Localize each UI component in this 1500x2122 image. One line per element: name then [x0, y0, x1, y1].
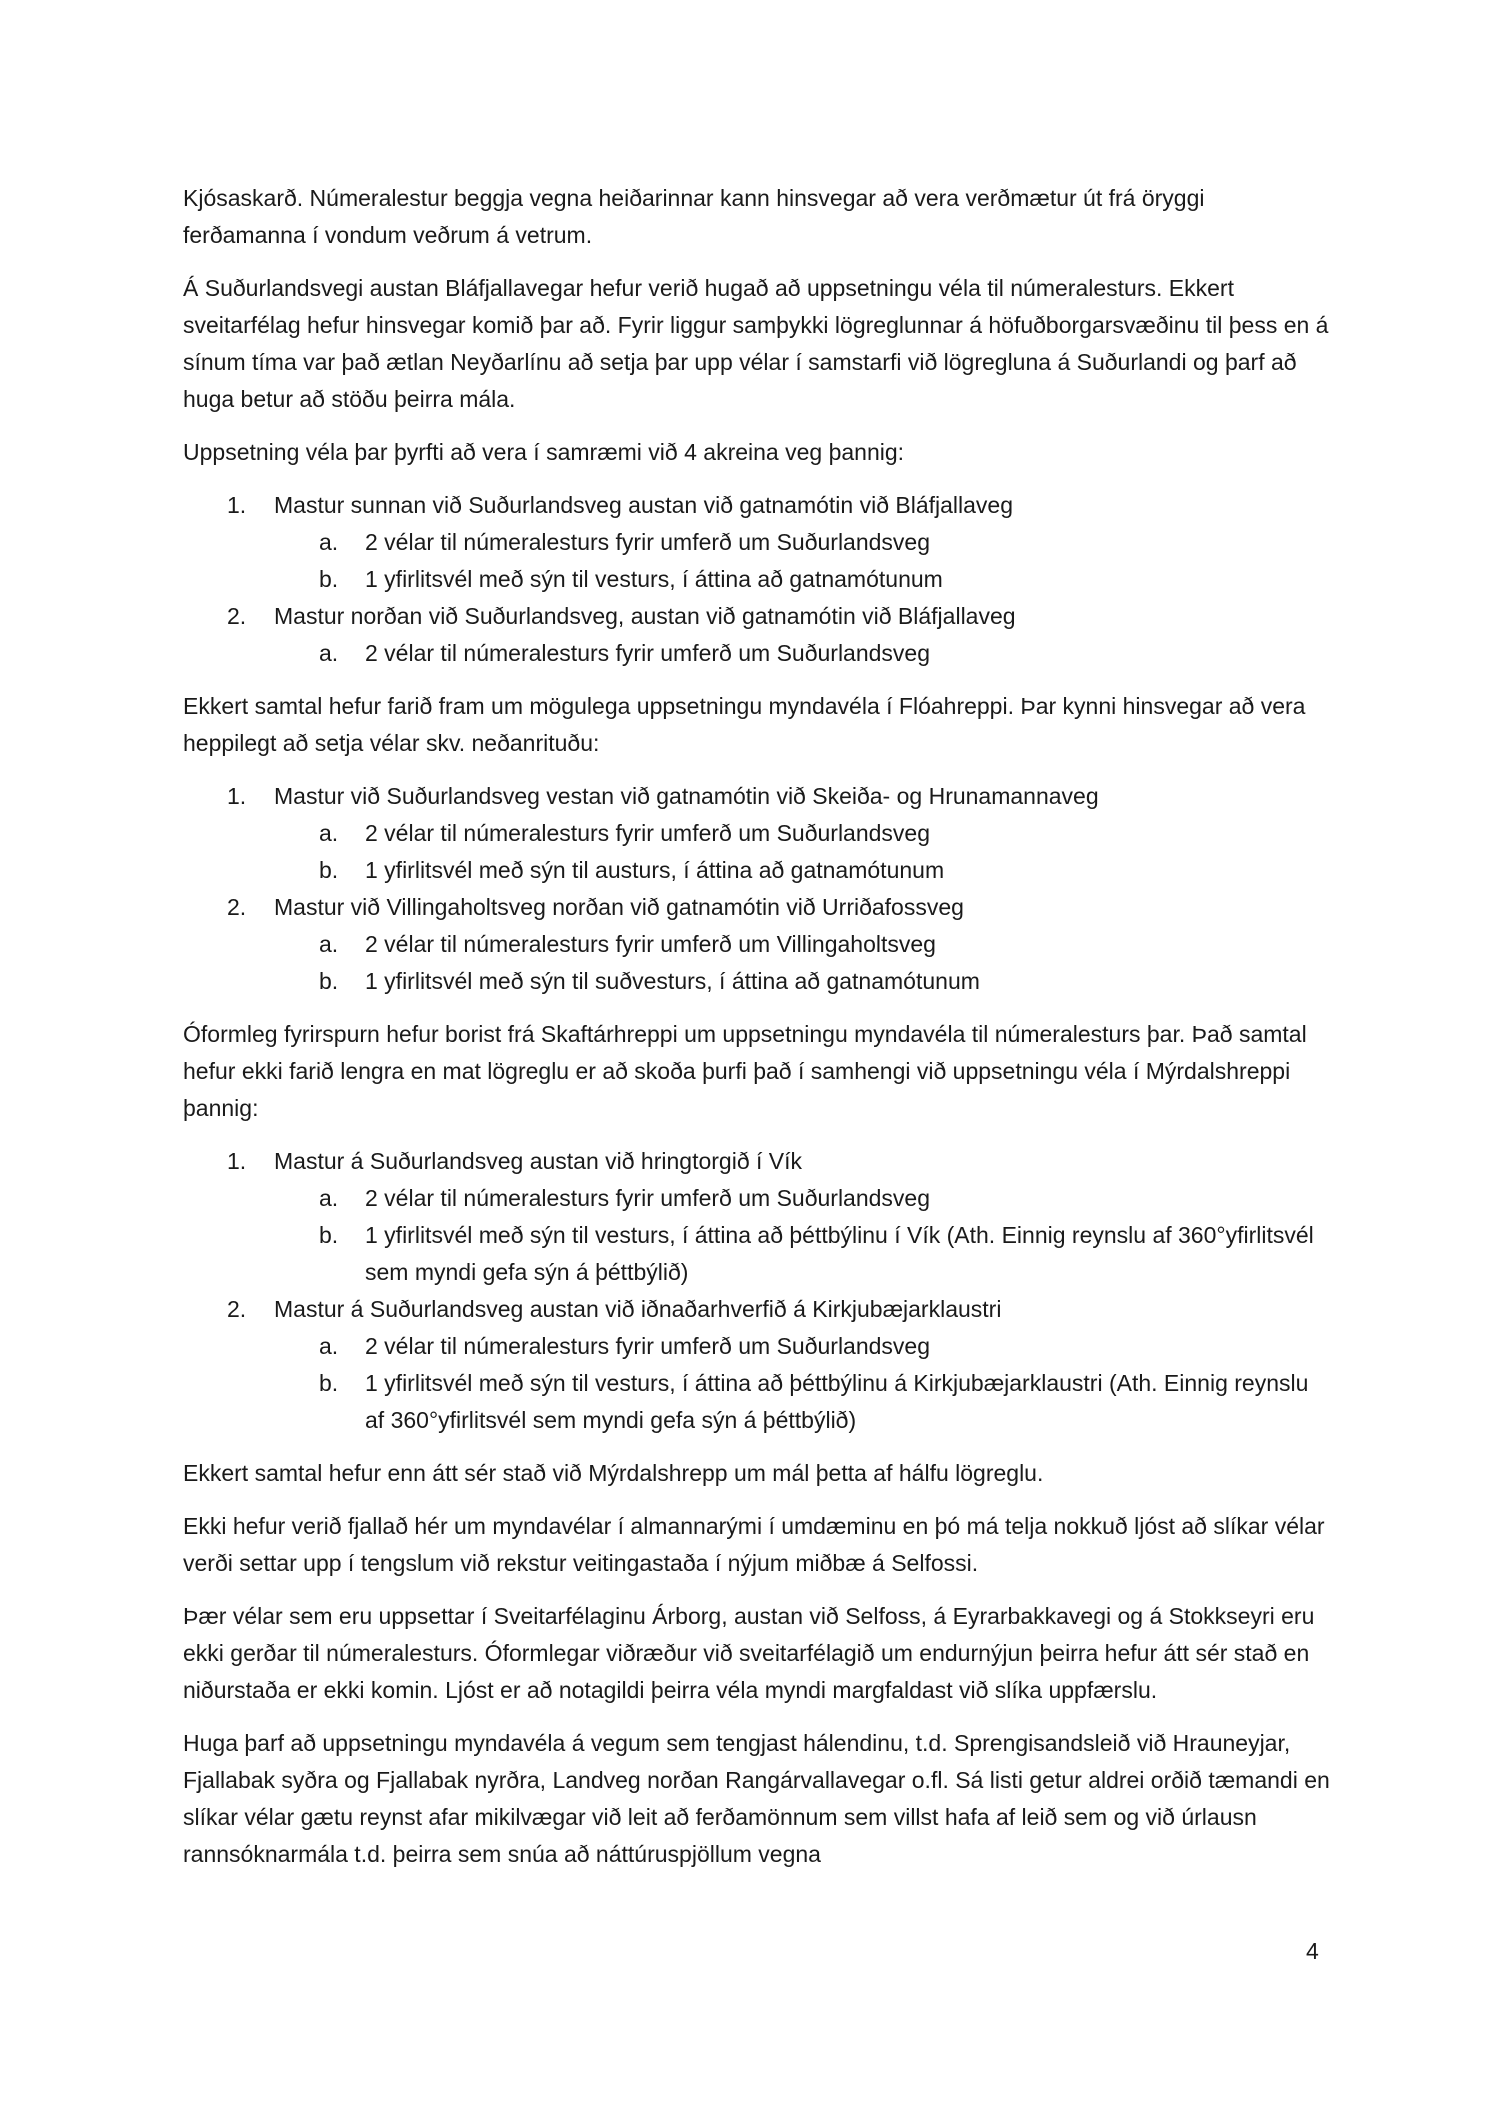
paragraph-5: Óformleg fyrirspurn hefur borist frá Skaftárhreppi um uppsetningu myndavéla til númeralesturs þar. Það samtal hefur ekki farið lengra en mat lögreglu er að skoða þurfi það í samhengi við uppsetningu véla í Mýrdalshreppi þannig:: [183, 1021, 1307, 1121]
paragraph-7: Ekki hefur verið fjallað hér um myndavélar í almannarými í umdæminu en þó má telja nokkuð ljóst að slíkar vélar verði settar upp í tengslum við rekstur veitingastaða í nýjum miðbæ á Selfossi.: [183, 1513, 1325, 1576]
list-floahreppur: [183, 778, 1333, 1000]
paragraph-2: Á Suðurlandsvegi austan Bláfjallavegar hefur verið hugað að uppsetningu véla til númeralesturs. Ekkert sveitarfélag hefur hinsvegar komið þar að. Fyrir liggur samþykki lögreglunnar á höfuðborgarsvæðinu til þess en á sínum tíma var það ætlan Neyðarlínu að setja þar upp vélar í samstarfi við lögregluna á Suðurlandi og þarf að huga betur að stöðu þeirra mála.: [183, 275, 1329, 412]
sub-list: [274, 524, 1333, 598]
sub-list-item: [274, 815, 1333, 852]
sub-list-item: [274, 635, 1333, 672]
list-sudurlandsvegur: [183, 487, 1333, 672]
list-number: 2.: [227, 603, 247, 629]
sub-list-letter: b.: [319, 857, 339, 883]
sub-list-item: [274, 1180, 1333, 1217]
list-number: 2.: [227, 894, 247, 920]
sub-list: [274, 926, 1333, 1000]
list-item: [183, 487, 1333, 598]
list-item-text: Mastur við Suðurlandsveg vestan við gatnamótin við Skeiða- og Hrunamannaveg: [274, 783, 1099, 809]
sub-list-item: [274, 524, 1333, 561]
sub-list-letter: b.: [319, 1370, 339, 1396]
list-item: [183, 778, 1333, 889]
sub-list-letter: b.: [319, 1222, 339, 1248]
sub-list-letter: a.: [319, 1185, 339, 1211]
sub-list-item-text: 2 vélar til númeralesturs fyrir umferð um Suðurlandsveg: [365, 640, 931, 666]
sub-list-letter: a.: [319, 529, 339, 555]
sub-list-item-text: 2 vélar til númeralesturs fyrir umferð um Suðurlandsveg: [365, 820, 931, 846]
list-number: 2.: [227, 1296, 247, 1322]
sub-list-letter: a.: [319, 640, 339, 666]
sub-list: [274, 1180, 1333, 1291]
sub-list-item-text: 1 yfirlitsvél með sýn til vesturs, í áttina að gatnamótunum: [365, 566, 943, 592]
page-number: 4: [1306, 1938, 1319, 1964]
sub-list-item-text: 2 vélar til númeralesturs fyrir umferð um Suðurlandsveg: [365, 529, 931, 555]
sub-list: [274, 635, 1333, 672]
paragraph-3: Uppsetning véla þar þyrfti að vera í samræmi við 4 akreina veg þannig:: [183, 439, 905, 465]
paragraph-1: Kjósaskarð. Númeralestur beggja vegna heiðarinnar kann hinsvegar að vera verðmætur út frá öryggi ferðamanna í vondum veðrum á vetrum.: [183, 185, 1205, 248]
sub-list-item-text: 1 yfirlitsvél með sýn til suðvesturs, í áttina að gatnamótunum: [365, 968, 980, 994]
sub-list-item: [274, 1217, 1333, 1291]
sub-list-letter: a.: [319, 820, 339, 846]
sub-list-item-text: 2 vélar til númeralesturs fyrir umferð um Suðurlandsveg: [365, 1185, 931, 1211]
sub-list-letter: a.: [319, 1333, 339, 1359]
paragraph-8: Þær vélar sem eru uppsettar í Sveitarfélaginu Árborg, austan við Selfoss, á Eyrarbakkavegi og á Stokkseyri eru ekki gerðar til númeralesturs. Óformlegar viðræður við sveitarfélagið um endurnýjun þeirra hefur átt sér stað en niðurstaða er ekki komin. Ljóst er að notagildi þeirra véla myndi margfaldast við slíka uppfærslu.: [183, 1603, 1315, 1703]
sub-list-item: [274, 926, 1333, 963]
list-item-text: Mastur sunnan við Suðurlandsveg austan við gatnamótin við Bláfjallaveg: [274, 492, 1013, 518]
paragraph-4: Ekkert samtal hefur farið fram um mögulega uppsetningu myndavéla í Flóahreppi. Þar kynni hinsvegar að vera heppilegt að setja vélar skv. neðanrituðu:: [183, 693, 1306, 756]
list-item-text: Mastur norðan við Suðurlandsveg, austan við gatnamótin við Bláfjallaveg: [274, 603, 1016, 629]
sub-list-item: [274, 1328, 1333, 1365]
list-item-text: Mastur á Suðurlandsveg austan við hringtorgið í Vík: [274, 1148, 803, 1174]
sub-list-item-text: 1 yfirlitsvél með sýn til vesturs, í áttina að þéttbýlinu á Kirkjubæjarklaustri (Ath. Einnig reynslu af 360°yfirlitsvél sem myndi gefa sýn á þéttbýlið): [365, 1370, 1309, 1433]
sub-list-item-text: 1 yfirlitsvél með sýn til vesturs, í áttina að þéttbýlinu í Vík (Ath. Einnig reynslu af 360°yfirlitsvél sem myndi gefa sýn á þéttbýlið): [365, 1222, 1314, 1285]
sub-list-item: [274, 852, 1333, 889]
sub-list-item: [274, 561, 1333, 598]
list-item-text: Mastur við Villingaholtsveg norðan við gatnamótin við Urriðafossveg: [274, 894, 964, 920]
sub-list-item: [274, 1365, 1333, 1439]
paragraph-6: Ekkert samtal hefur enn átt sér stað við Mýrdalshrepp um mál þetta af hálfu lögreglu.: [183, 1460, 1044, 1486]
sub-list-letter: b.: [319, 566, 339, 592]
sub-list-letter: b.: [319, 968, 339, 994]
list-number: 1.: [227, 492, 247, 518]
sub-list: [274, 815, 1333, 889]
sub-list-item-text: 2 vélar til númeralesturs fyrir umferð um Villingaholtsveg: [365, 931, 936, 957]
list-item: [183, 598, 1333, 672]
sub-list-item: [274, 963, 1333, 1000]
list-item: [183, 889, 1333, 1000]
list-item: [183, 1291, 1333, 1439]
document-page: [183, 180, 1333, 1889]
sub-list-letter: a.: [319, 931, 339, 957]
list-number: 1.: [227, 783, 247, 809]
list-myrdalshreppur: [183, 1143, 1333, 1439]
sub-list-item-text: 1 yfirlitsvél með sýn til austurs, í áttina að gatnamótunum: [365, 857, 945, 883]
list-number: 1.: [227, 1148, 247, 1174]
paragraph-9: Huga þarf að uppsetningu myndavéla á vegum sem tengjast hálendinu, t.d. Sprengisandsleið við Hrauneyjar, Fjallabak syðra og Fjallabak nyrðra, Landveg norðan Rangárvallavegar o.fl. Sá listi getur aldrei orðið tæmandi en slíkar vélar gætu reynst afar mikilvægar við leit að ferðamönnum sem villst hafa af leið sem og við úrlausn rannsóknarmála t.d. þeirra sem snúa að náttúruspjöllum vegna: [183, 1730, 1330, 1867]
sub-list: [274, 1328, 1333, 1439]
list-item-text: Mastur á Suðurlandsveg austan við iðnaðarhverfið á Kirkjubæjarklaustri: [274, 1296, 1002, 1322]
list-item: [183, 1143, 1333, 1291]
sub-list-item-text: 2 vélar til númeralesturs fyrir umferð um Suðurlandsveg: [365, 1333, 931, 1359]
